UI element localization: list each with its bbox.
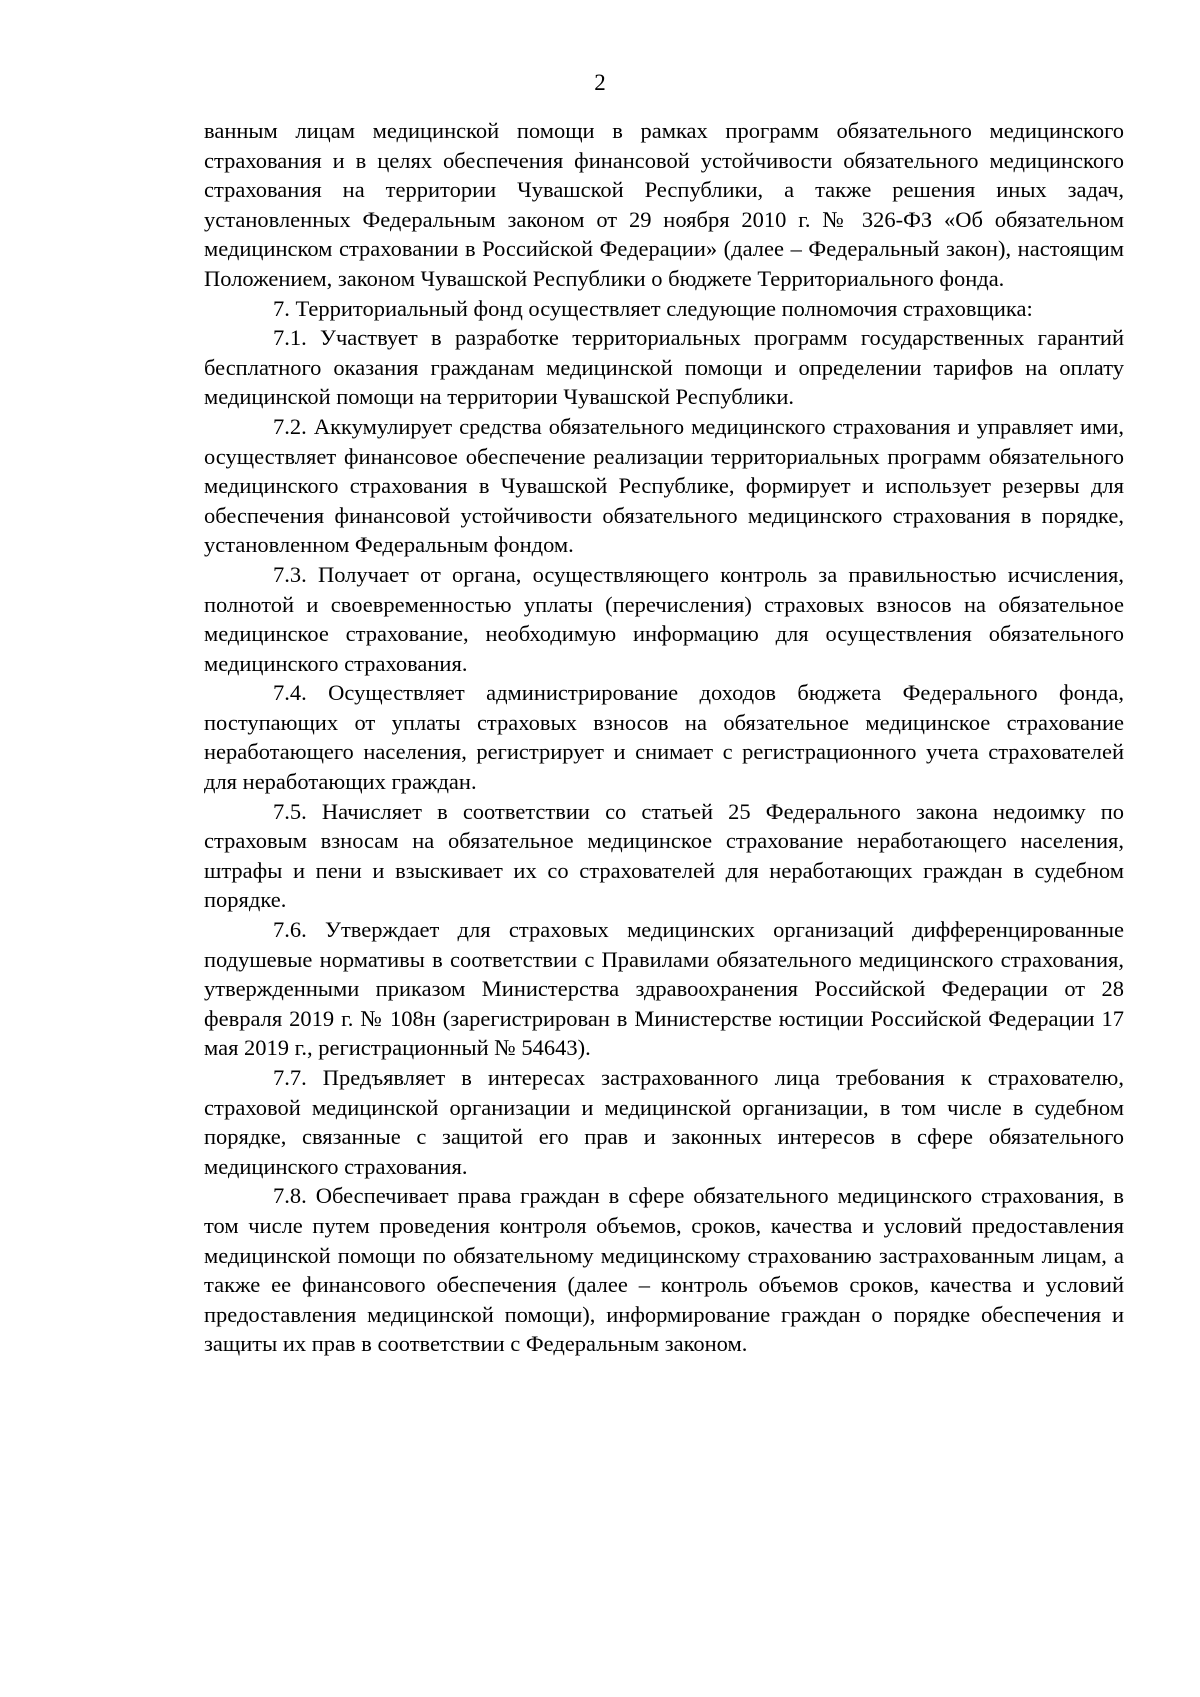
paragraph-7: 7. Территориальный фонд осуществляет следующие полномочия страховщика: xyxy=(273,295,1033,321)
paragraph-7-6: 7.6. Утверждает для страховых медицинских организаций дифференцированные подушевые нормативы в соответствии с Правилами обязательного медицинского страхования, утвержденными приказом Министерства здравоохранения Российской Федерации от 28 февраля 2019 г. № 108н (зарегистрирован в Министерстве юстиции Российской Федерации 17 мая 2019 г., регистрационный № 54643). xyxy=(204,917,1124,1061)
page-number: 2 xyxy=(594,70,606,95)
paragraph-7-5: 7.5. Начисляет в соответствии со статьей 25 Федерального закона недоимку по страховым взносам на обязательное медицинское страхование неработающего населения, штрафы и пени и взыскивает их со страхователей для неработающих граждан в судебном порядке. xyxy=(204,798,1124,913)
paragraph-7-1: 7.1. Участвует в разработке территориальных программ государственных гарантий бесплатного оказания гражданам медицинской помощи и определении тарифов на оплату медицинской помощи на территории Чувашской Республики. xyxy=(204,325,1124,410)
paragraph-7-2: 7.2. Аккумулирует средства обязательного медицинского страхования и управляет ими, осуществляет финансовое обеспечение реализации территориальных программ обязательного медицинского страхования в Чувашской Республике, формирует и использует резервы для обеспечения финансовой устойчивости обязательного медицинского страхования в порядке, установленном Федеральным фондом. xyxy=(204,413,1124,558)
paragraph-7-7: 7.7. Предъявляет в интересах застрахованного лица требования к страхователю, страховой медицинской организации и медицинской организации, в том числе в судебном порядке, связанные с защитой его прав и законных интересов в сфере обязательного медицинского страхования. xyxy=(204,1065,1124,1179)
paragraph-7-4: 7.4. Осуществляет администрирование доходов бюджета Федерального фонда, поступающих от уплаты страховых взносов на обязательное медицинское страхование неработающего населения, регистрирует и снимает с регистрационного учета страхователей для неработающих граждан. xyxy=(204,680,1124,795)
paragraph-7-8: 7.8. Обеспечивает права граждан в сфере обязательного медицинского страхования, в том числе путем проведения контроля объемов, сроков, качества и условий предоставления медицинской помощи по обязательному медицинскому страхованию застрахованным лицам, а также ее финансового обеспечения (далее – контроль объемов сроков, качества и условий предоставления медицинской помощи), информирование граждан о порядке обеспечения и защиты их прав в соответствии с Федеральным законом. xyxy=(204,1183,1124,1357)
document-body xyxy=(204,116,1124,1359)
paragraph-7-3: 7.3. Получает от органа, осуществляющего контроль за правильностью исчисления, полнотой и своевременностью уплаты (перечисления) страховых взносов на обязательное медицинское страхование, необходимую информацию для осуществления обязательного медицинского страхования. xyxy=(204,561,1124,676)
paragraph-intro-continuation: ванным лицам медицинской помощи в рамках программ обязательного медицинского страхования и в целях обеспечения финансовой устойчивости обязательного медицинского страхования на территории Чувашской Республики, а также решения иных задач, установленных Федеральным законом от 29 ноября 2010 г. № 326-ФЗ «Об обязательном медицинском страховании в Российской Федерации» (далее – Федеральный закон), настоящим Положением, законом Чувашской Республики о бюджете Территориального фонда. xyxy=(204,118,1124,291)
